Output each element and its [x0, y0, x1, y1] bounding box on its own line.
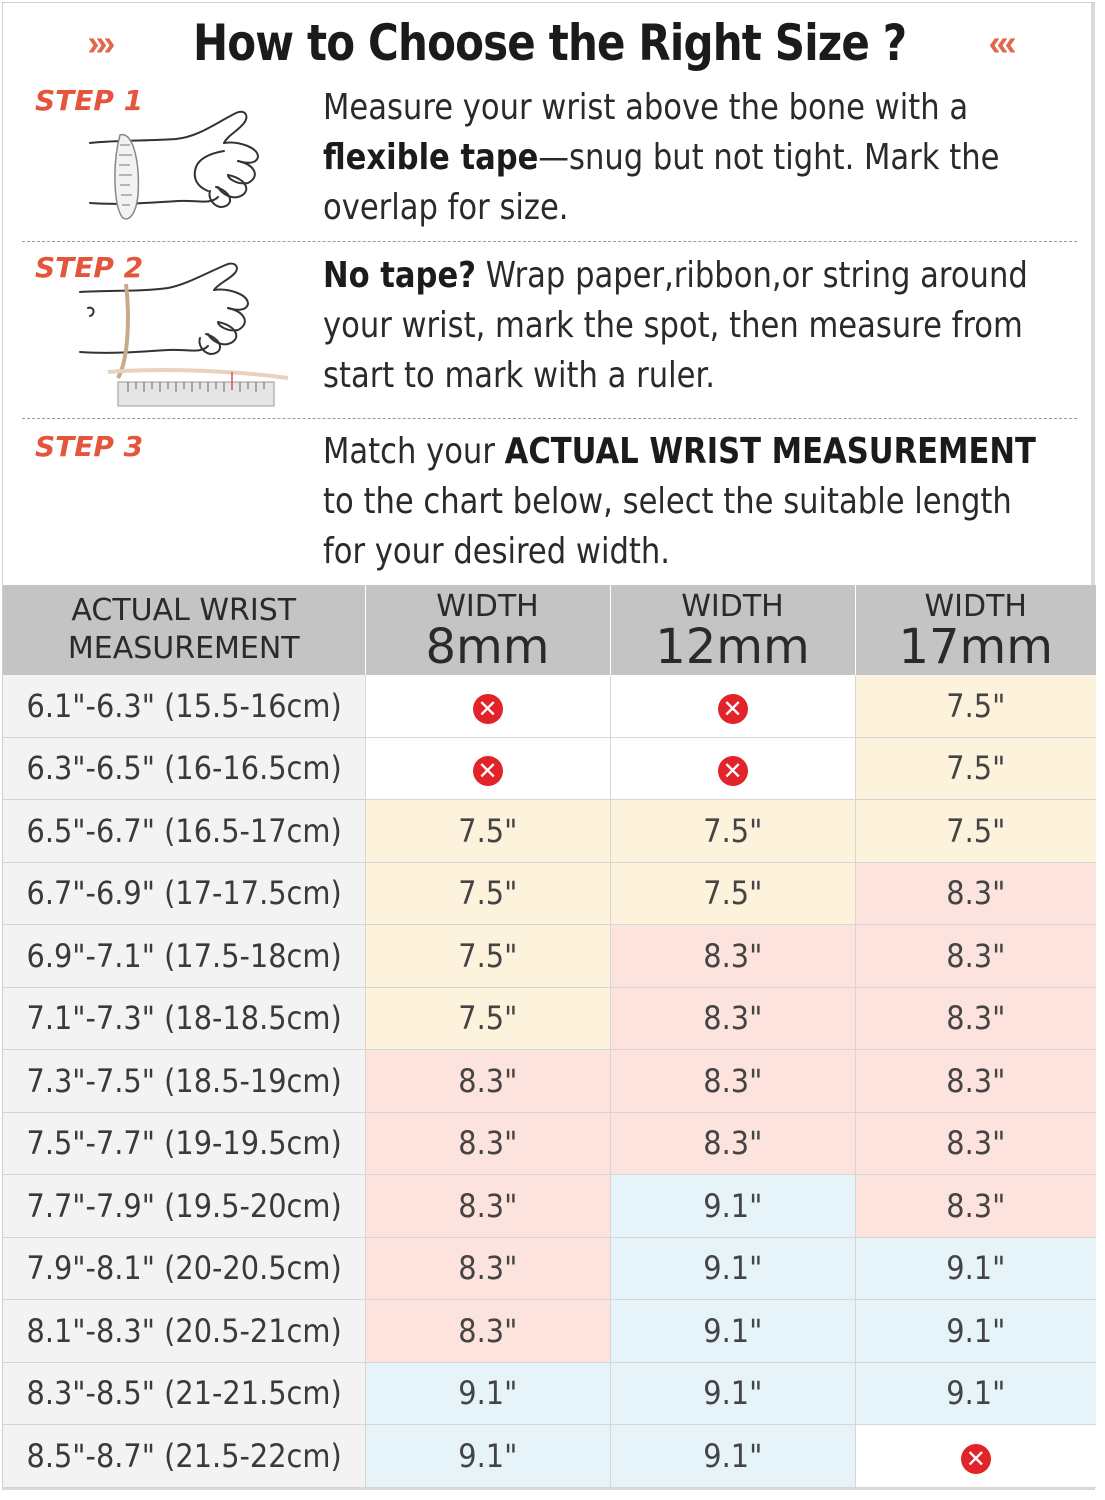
wrist-size-label: 6.5"-6.7" (16.5-17cm) — [26, 811, 342, 850]
band-length-value: 8.3" — [946, 1061, 1006, 1100]
band-length-cell — [365, 1362, 610, 1425]
header-width-label: WIDTH — [436, 589, 539, 624]
table-row — [3, 925, 1096, 988]
band-length-cell — [365, 1237, 610, 1300]
band-length-cell — [610, 1300, 855, 1363]
band-length-cell — [855, 675, 1096, 737]
band-length-value: 9.1" — [946, 1249, 1006, 1288]
step-3-label: STEP 3 — [35, 430, 144, 463]
wrist-size-cell — [3, 862, 365, 925]
band-length-value: 9.1" — [457, 1374, 518, 1413]
table-header-row — [3, 585, 1096, 675]
band-length-cell — [610, 1175, 855, 1238]
band-length-value: 9.1" — [946, 1374, 1006, 1413]
band-length-cell — [610, 800, 855, 863]
table-row — [3, 675, 1096, 737]
band-length-value: 8.3" — [946, 936, 1006, 975]
wrist-size-cell — [3, 800, 365, 863]
header-width-17mm — [855, 585, 1096, 675]
x-circle-icon: ✕ — [473, 756, 503, 786]
table-row — [3, 862, 1096, 925]
header-width-value: 12mm — [655, 619, 810, 675]
band-length-value: 9.1" — [457, 1436, 518, 1475]
band-length-cell — [855, 1300, 1096, 1363]
band-length-value: 9.1" — [702, 1436, 763, 1475]
band-length-cell — [365, 737, 610, 800]
wrist-size-label: 7.7"-7.9" (19.5-20cm) — [26, 1186, 342, 1225]
wrist-size-label: 8.5"-8.7" (21.5-22cm) — [26, 1436, 342, 1475]
band-length-value: 7.5" — [457, 811, 518, 850]
step-text-line — [323, 133, 1000, 183]
step-text-line — [323, 251, 1028, 301]
table-row — [3, 1237, 1096, 1300]
x-circle-icon: ✕ — [718, 756, 748, 786]
band-length-cell — [365, 1050, 610, 1113]
band-length-cell — [855, 1050, 1096, 1113]
wrist-size-cell — [3, 1237, 365, 1300]
wrist-tape-measure-illustration — [88, 105, 268, 230]
band-length-cell — [610, 1112, 855, 1175]
band-length-value: 9.1" — [702, 1186, 763, 1225]
band-length-value: 7.5" — [457, 999, 518, 1038]
wrist-size-cell — [3, 675, 365, 737]
header-width-12mm — [610, 585, 855, 675]
wrist-size-cell — [3, 1175, 365, 1238]
band-length-cell — [610, 1425, 855, 1488]
step-text-run-bold: ACTUAL WRIST MEASUREMENT — [504, 431, 1036, 472]
band-length-value: 8.3" — [457, 1311, 518, 1350]
band-length-value: 7.5" — [946, 811, 1006, 850]
size-chart-table — [3, 585, 1096, 1488]
band-length-value: 8.3" — [457, 1249, 518, 1288]
band-length-cell — [365, 925, 610, 988]
wrist-size-cell — [3, 1300, 365, 1363]
table-row — [3, 1362, 1096, 1425]
table-row — [3, 1050, 1096, 1113]
table-row — [3, 987, 1096, 1050]
wrist-size-cell — [3, 737, 365, 800]
band-length-value: 8.3" — [702, 999, 763, 1038]
step-text-line — [323, 527, 969, 577]
band-length-value: 7.5" — [946, 749, 1006, 788]
band-length-value: 8.3" — [946, 874, 1006, 913]
band-length-value: 8.3" — [457, 1124, 518, 1163]
band-length-cell — [610, 925, 855, 988]
step-text-run: Measure your wrist above the bone with a — [323, 87, 969, 128]
step-text-run: your wrist, mark the spot, then measure from — [323, 305, 1023, 346]
band-length-cell — [610, 1050, 855, 1113]
wrist-size-label: 7.1"-7.3" (18-18.5cm) — [26, 999, 342, 1038]
table-row — [3, 1300, 1096, 1363]
band-length-cell — [365, 1112, 610, 1175]
step-text-run: —snug but not tight. Mark the — [538, 137, 1000, 178]
band-length-cell — [855, 1425, 1096, 1488]
band-length-cell — [365, 987, 610, 1050]
step-text-run-bold: flexible tape — [323, 137, 539, 178]
band-length-cell — [610, 862, 855, 925]
step-1-text — [323, 83, 1000, 233]
band-length-cell — [365, 800, 610, 863]
x-circle-icon: ✕ — [473, 694, 503, 724]
wrist-size-label: 6.7"-6.9" (17-17.5cm) — [26, 874, 342, 913]
wrist-size-label: 6.3"-6.5" (16-16.5cm) — [26, 749, 342, 788]
band-length-cell — [855, 1237, 1096, 1300]
band-length-cell — [365, 862, 610, 925]
table-body — [3, 675, 1096, 1487]
wrist-size-label: 6.9"-7.1" (17.5-18cm) — [26, 936, 342, 975]
title-text: How to Choose the Right Size ? — [193, 14, 907, 72]
wrist-size-cell — [3, 925, 365, 988]
band-length-value: 9.1" — [946, 1311, 1006, 1350]
band-length-value: 7.5" — [946, 686, 1006, 725]
step-text-line — [323, 427, 1036, 477]
table-row — [3, 737, 1096, 800]
band-length-cell — [365, 1300, 610, 1363]
step-text-line — [323, 301, 1023, 351]
chevrons-left-icon: ‹‹‹ — [988, 22, 1013, 63]
band-length-value: 7.5" — [702, 874, 763, 913]
wrist-size-cell — [3, 1425, 365, 1488]
band-length-value: 8.3" — [946, 1186, 1006, 1225]
wrist-size-label: 7.9"-8.1" (20-20.5cm) — [26, 1249, 342, 1288]
table-row — [3, 1425, 1096, 1488]
band-length-cell — [855, 1175, 1096, 1238]
step-text-run: to the chart below, select the suitable length — [323, 481, 1012, 522]
table-row — [3, 1112, 1096, 1175]
band-length-cell — [855, 987, 1096, 1050]
band-length-value: 9.1" — [702, 1249, 763, 1288]
band-length-cell — [855, 862, 1096, 925]
band-length-value: 9.1" — [702, 1311, 763, 1350]
x-circle-icon: ✕ — [718, 694, 748, 724]
wrist-size-label: 8.1"-8.3" (20.5-21cm) — [26, 1311, 342, 1350]
step-divider — [22, 418, 1077, 419]
band-length-cell — [855, 925, 1096, 988]
step-1-label: STEP 1 — [35, 84, 144, 117]
wrist-size-label: 7.3"-7.5" (18.5-19cm) — [26, 1061, 342, 1100]
band-length-value: 8.3" — [702, 1061, 763, 1100]
header-line: MEASUREMENT — [67, 631, 300, 666]
header-wrist-measurement — [3, 585, 365, 675]
wrist-size-cell — [3, 1362, 365, 1425]
band-length-cell — [855, 800, 1096, 863]
band-length-value: 7.5" — [702, 811, 763, 850]
band-length-cell — [855, 1112, 1096, 1175]
step-text-run: start to mark with a ruler. — [323, 355, 715, 396]
band-length-cell — [610, 737, 855, 800]
step-text-line — [323, 183, 969, 233]
band-length-value: 8.3" — [702, 1124, 763, 1163]
header-width-8mm — [365, 585, 610, 675]
step-3-text — [323, 427, 1036, 577]
wrist-size-cell — [3, 1112, 365, 1175]
step-text-run: for your desired width. — [323, 531, 670, 572]
header-width-value: 8mm — [425, 619, 550, 675]
band-length-cell — [610, 675, 855, 737]
band-length-value: 7.5" — [457, 874, 518, 913]
wrist-size-cell — [3, 987, 365, 1050]
header-width-label: WIDTH — [924, 589, 1027, 624]
header-width-label: WIDTH — [681, 589, 784, 624]
band-length-value: 7.5" — [457, 936, 518, 975]
band-length-cell — [610, 1237, 855, 1300]
step-text-run: Wrap paper,ribbon,or string around — [475, 255, 1028, 296]
wrist-size-label: 8.3"-8.5" (21-21.5cm) — [26, 1374, 342, 1413]
band-length-cell — [610, 987, 855, 1050]
band-length-cell — [610, 1362, 855, 1425]
band-length-value: 8.3" — [457, 1186, 518, 1225]
step-2-text — [323, 251, 1028, 401]
x-circle-icon: ✕ — [961, 1444, 991, 1474]
step-text-run: overlap for size. — [323, 187, 569, 228]
step-text-line — [323, 477, 1012, 527]
band-length-value: 8.3" — [702, 936, 763, 975]
table-row — [3, 1175, 1096, 1238]
band-length-value: 8.3" — [946, 999, 1006, 1038]
band-length-cell — [365, 1425, 610, 1488]
header-width-value: 17mm — [898, 619, 1054, 675]
band-length-cell — [365, 675, 610, 737]
step-text-run-bold: No tape? — [323, 255, 476, 296]
wrist-size-label: 6.1"-6.3" (15.5-16cm) — [26, 686, 342, 725]
step-2-label: STEP 2 — [35, 251, 144, 284]
band-length-value: 8.3" — [457, 1061, 518, 1100]
step-text-line — [323, 351, 969, 401]
band-length-cell — [365, 1175, 610, 1238]
wrist-string-ruler-illustration — [78, 260, 293, 410]
header-line: ACTUAL WRIST — [71, 593, 297, 628]
step-divider — [22, 241, 1077, 242]
step-text-line — [323, 83, 969, 133]
wrist-size-label: 7.5"-7.7" (19-19.5cm) — [26, 1124, 342, 1163]
step-text-run: Match your — [323, 431, 505, 472]
band-length-value: 8.3" — [946, 1124, 1006, 1163]
band-length-cell — [855, 1362, 1096, 1425]
page-title — [0, 8, 1100, 78]
chevrons-right-icon: ››› — [87, 22, 112, 63]
band-length-value: 9.1" — [702, 1374, 763, 1413]
table-row — [3, 800, 1096, 863]
band-length-cell — [855, 737, 1096, 800]
wrist-size-cell — [3, 1050, 365, 1113]
